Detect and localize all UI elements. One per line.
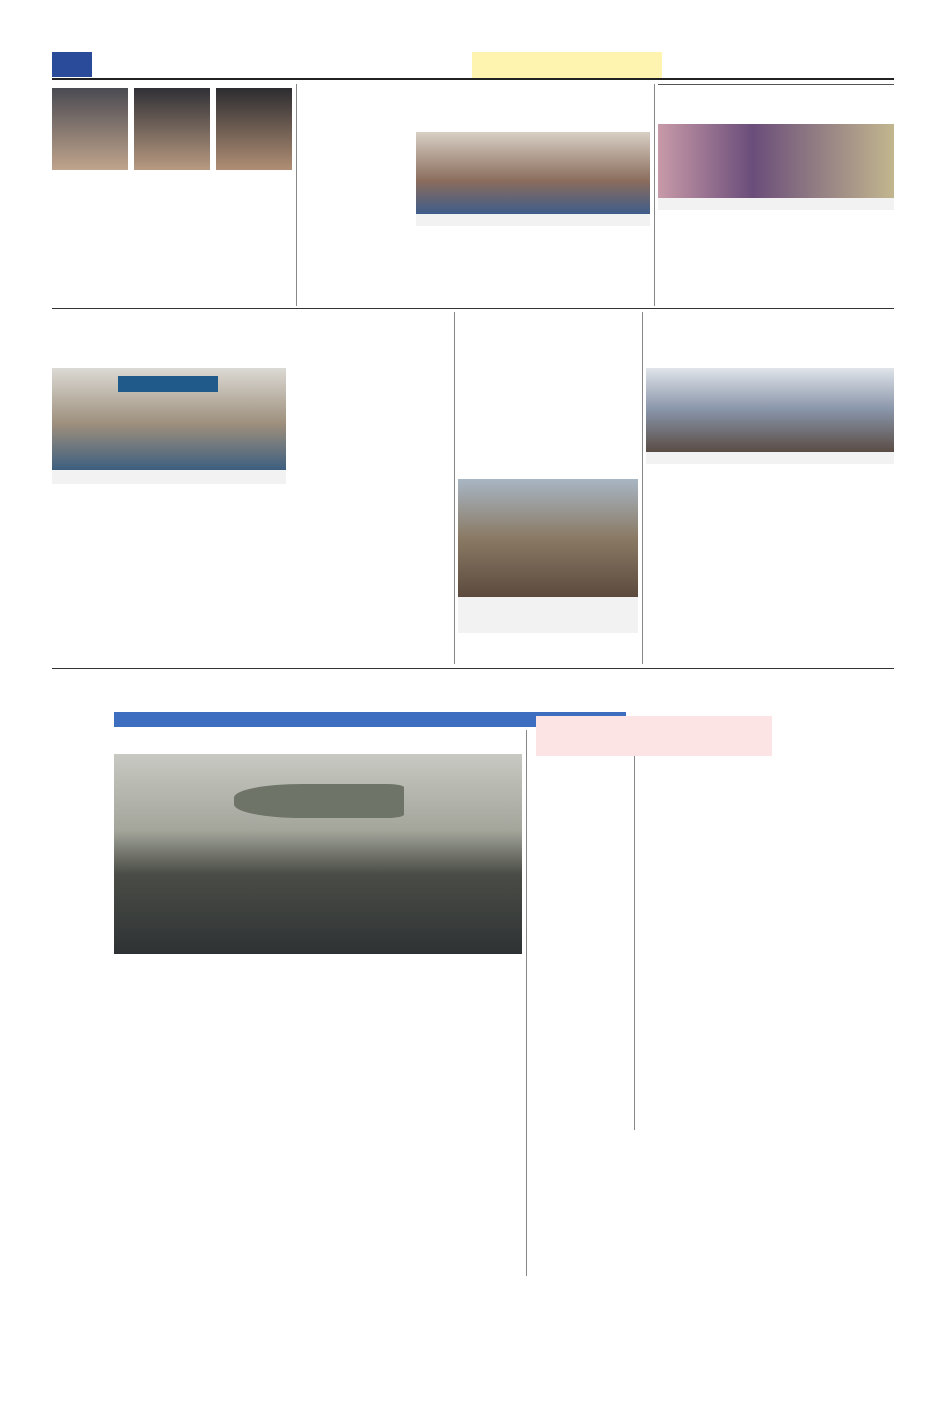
let-body	[530, 1020, 630, 1252]
vaccine-photo	[458, 479, 638, 597]
story-punjab	[534, 716, 774, 1012]
page-number-badge	[52, 52, 92, 77]
page-header	[52, 50, 894, 80]
edu-col-2	[646, 466, 766, 662]
punjab-headline-box	[536, 716, 772, 756]
joshi-col-3	[536, 228, 650, 304]
student-photo-2	[134, 88, 210, 170]
story-gram	[52, 312, 450, 664]
guarantee-headline-2	[658, 84, 894, 85]
story-pak	[778, 716, 894, 1276]
joshi-photo	[416, 132, 650, 214]
edu-caption	[646, 452, 894, 464]
masthead	[472, 52, 662, 78]
power-body	[458, 315, 638, 475]
jet-shape	[234, 784, 404, 818]
modi-col-1	[114, 958, 242, 1274]
guarantee-caption	[658, 198, 894, 210]
edu-photo	[646, 368, 894, 452]
guarantee-col-2	[780, 212, 894, 306]
joshi-col-2	[416, 228, 528, 304]
joshi-caption	[416, 214, 650, 226]
student-photo-3	[216, 88, 292, 170]
gram-stage-banner	[118, 376, 218, 392]
gram-col-1	[292, 368, 448, 484]
joshi-col-1	[300, 132, 410, 304]
guarantee-col-1	[658, 212, 772, 306]
edu-col-3	[774, 466, 894, 662]
gram-col-3	[254, 488, 448, 662]
student-photo-1	[52, 88, 128, 170]
story-guarantee	[658, 84, 894, 306]
gram-photo	[52, 368, 286, 470]
section-title	[98, 53, 428, 77]
modi-col-3	[386, 958, 522, 1274]
vaccine-caption	[458, 597, 638, 633]
guarantee-photo	[658, 124, 894, 198]
story-sslc	[52, 84, 292, 306]
gram-col-2	[52, 488, 246, 662]
modi-photo	[114, 754, 522, 954]
story-power	[458, 312, 638, 664]
story-joshi	[300, 84, 650, 306]
sslc-body	[52, 184, 292, 268]
story-edu	[646, 312, 894, 664]
modi-col-2	[250, 958, 378, 1274]
story-modi	[114, 730, 522, 1276]
gram-caption	[52, 470, 286, 484]
